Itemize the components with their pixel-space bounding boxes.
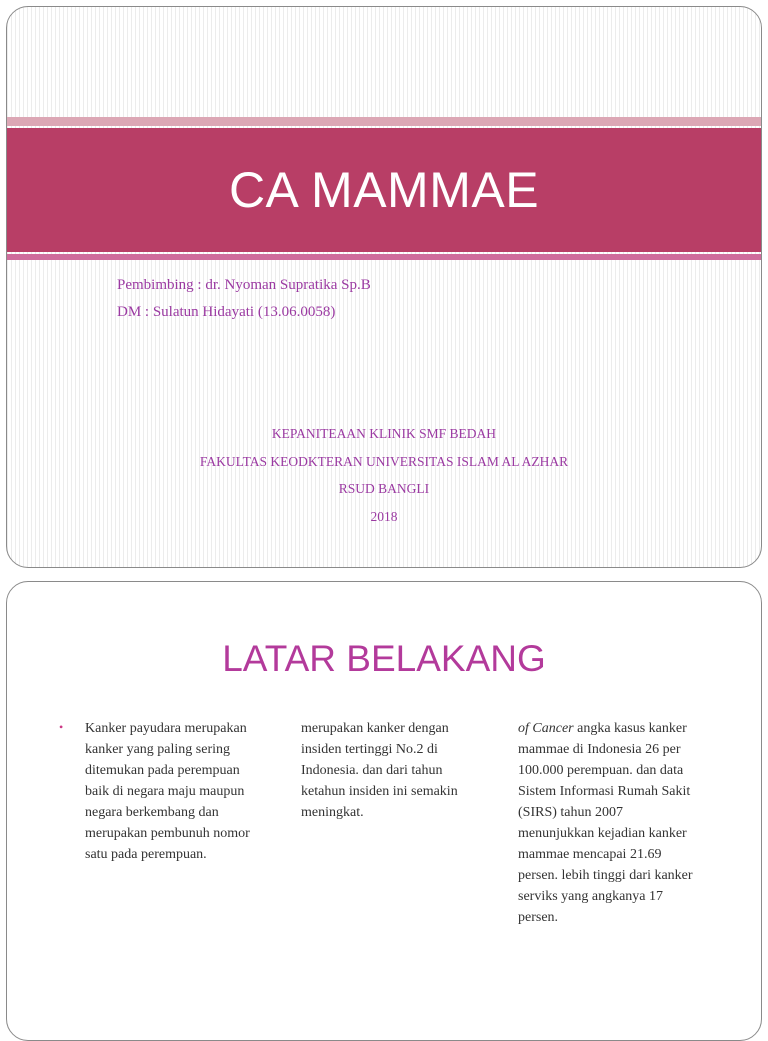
institution-year: 2018: [370, 508, 398, 524]
text-line: meningkat.: [301, 805, 364, 820]
text-line: merupakan kanker dengan: [301, 721, 449, 736]
text-line: mammae mencapai 21.69: [518, 847, 662, 862]
institution-line: FAKULTAS KEODKTERAN UNIVERSITAS ISLAM AL AZHAR: [199, 453, 569, 469]
presenter-text: DM : Sulatun Hidayati (13.06.0058): [117, 304, 336, 320]
text-line: (SIRS) tahun 2007: [518, 805, 623, 820]
text-line: menunjukkan kejadian kanker: [518, 826, 687, 841]
supervisor-text: Pembimbing : dr. Nyoman Supratika Sp.B: [117, 277, 371, 293]
text-line: Sistem Informasi Rumah Sakit: [518, 784, 691, 799]
text-line: ditemukan pada perempuan: [85, 763, 240, 778]
text-column-2: [301, 718, 491, 823]
text-line: Kanker payudara merupakan: [85, 721, 247, 736]
text-line: insiden tertinggi No.2 di: [301, 742, 438, 757]
text-line: merupakan pembunuh nomor: [85, 826, 250, 841]
text-line: negara berkembang dan: [85, 805, 219, 820]
text-line: Indonesia. dan dari tahun: [301, 763, 443, 778]
section-title: LATAR BELAKANG: [222, 638, 546, 679]
text-line: ketahun insiden ini semakin: [301, 784, 458, 799]
text-line: kanker yang paling sering: [85, 742, 231, 757]
text-fragment: angka kasus kanker: [577, 721, 687, 736]
slide-title: CA MAMMAE: [228, 162, 540, 218]
text-column-3: [518, 718, 718, 928]
text-line: persen.: [518, 910, 559, 925]
text-column-1: [85, 718, 285, 865]
content-slide: [6, 581, 762, 1041]
institution-info: [7, 420, 761, 530]
text-line: baik di negara maju maupun: [85, 784, 245, 799]
text-line: [518, 718, 718, 739]
author-info: [117, 272, 371, 326]
italic-phrase: of Cancer: [518, 721, 574, 736]
text-line: serviks yang angkanya 17: [518, 889, 664, 904]
text-line: persen. lebih tinggi dari kanker: [518, 868, 693, 883]
title-slide: [6, 6, 762, 568]
text-line: mammae di Indonesia 26 per: [518, 742, 681, 757]
text-line: 100.000 perempuan. dan data: [518, 763, 684, 778]
bullet-icon: •: [59, 720, 64, 734]
text-line: satu pada perempuan.: [85, 847, 207, 862]
institution-line: RSUD BANGLI: [338, 481, 430, 496]
title-band-top-stripe: [7, 117, 761, 126]
institution-line: KEPANITEAAN KLINIK SMF BEDAH: [271, 426, 497, 441]
title-band-bottom-stripe: [7, 254, 761, 260]
